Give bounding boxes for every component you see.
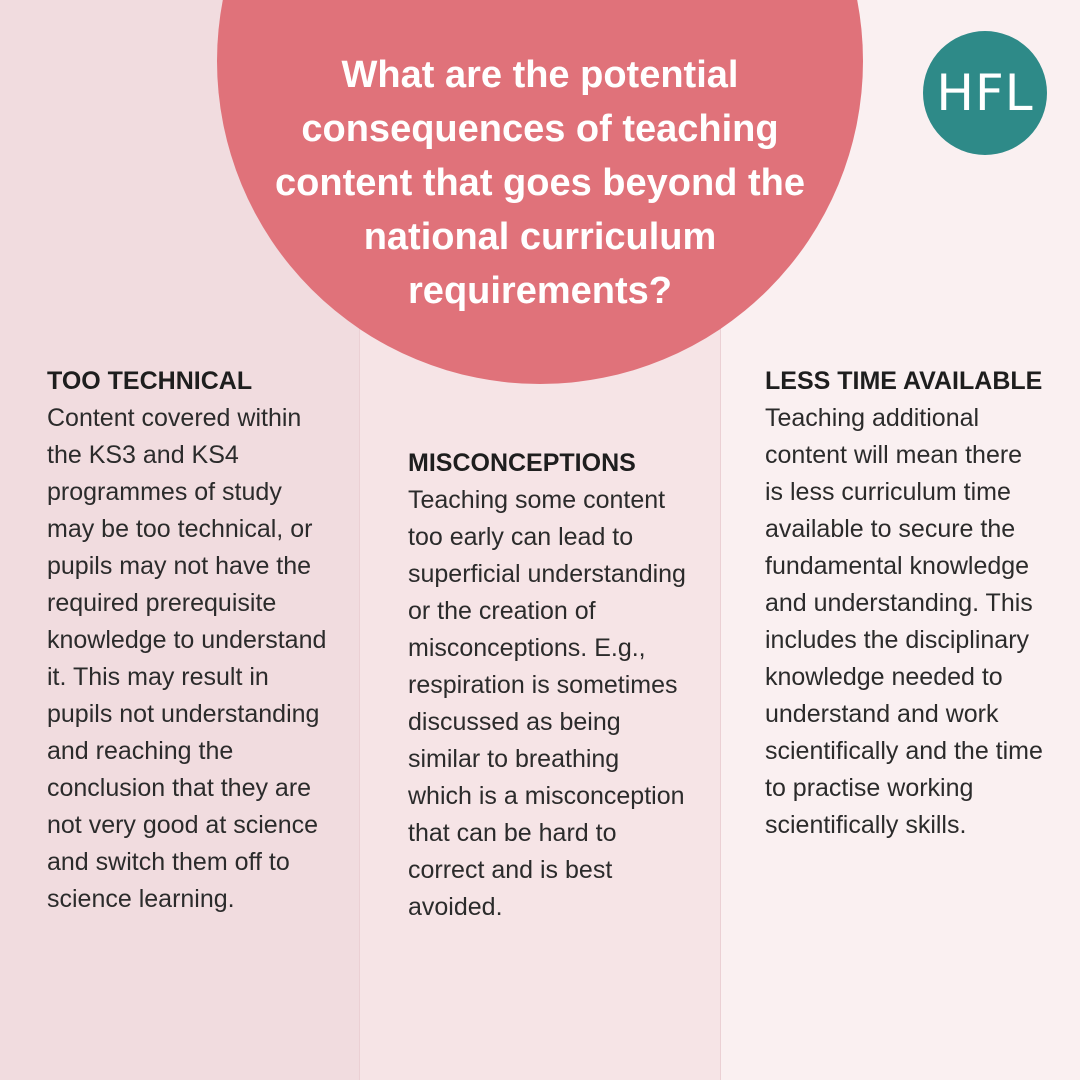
panel-body: Content covered within the KS3 and KS4 programmes of study may be too technical, or pupils may not have the required prerequisite knowledge to understand it. This may result in pupils not understanding and reaching the conclusion that they are not very good at science and switch them off to science learning. [47, 404, 327, 913]
panel-less-time-available [765, 363, 1045, 844]
panel-body: Teaching additional content will mean there is less curriculum time available to secure the fundamental knowledge and understanding. This includes the disciplinary knowledge needed to understand and work scientifically and the time to practise working scientifically skills. [765, 404, 1043, 839]
panel-body: Teaching some content too early can lead to superficial understanding or the creation of misconceptions. E.g., respiration is sometimes discussed as being similar to breathing which is a misconception that can be hard to correct and is best avoided. [408, 486, 686, 921]
panel-misconceptions [408, 445, 688, 926]
question-heading: What are the potential consequences of teaching content that goes beyond the national curriculum requirements? [275, 54, 805, 312]
panel-title: TOO TECHNICAL [47, 367, 253, 395]
panel-title: MISCONCEPTIONS [408, 449, 636, 477]
hfl-logo: HFL [923, 31, 1047, 155]
panel-too-technical [47, 363, 327, 918]
panel-title: LESS TIME AVAILABLE [765, 367, 1043, 395]
